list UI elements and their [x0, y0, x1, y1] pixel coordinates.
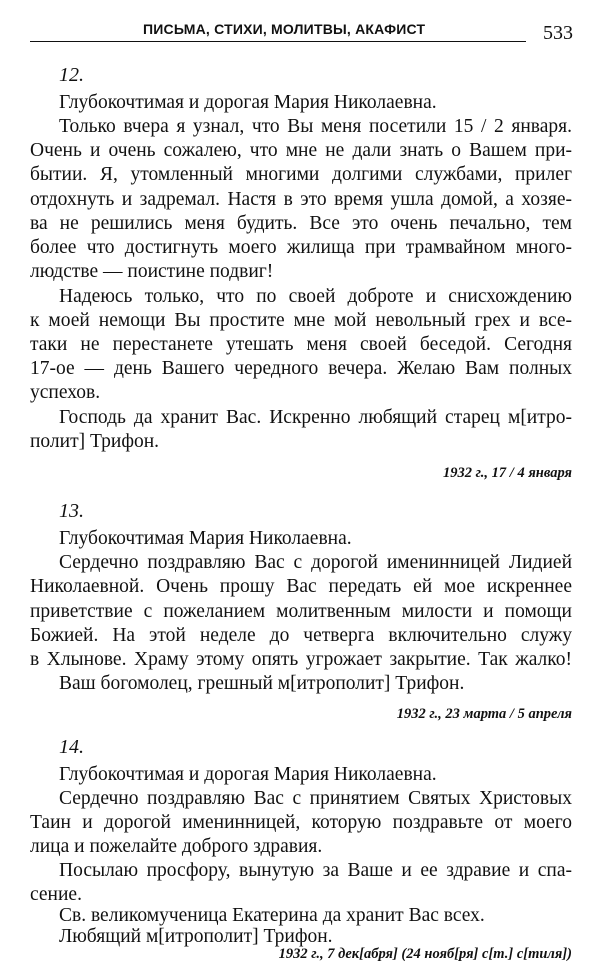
signature-line: Ваш богомолец, грешный м[итрополит] Трифон. [59, 673, 465, 694]
letter-number: 13. [59, 500, 84, 522]
signature-line: Господь да хранит Вас. Искренно любящий старец м[итро- [59, 407, 572, 428]
paragraph-line: Надеюсь только, что по своей доброте и снисхождению [59, 286, 572, 307]
paragraph-line: успехов. [30, 382, 101, 403]
signature-line: полит] Трифон. [30, 431, 160, 452]
running-head [30, 20, 575, 48]
paragraph-line: к моей немощи Вы простите мне мой невольный грех и все- [30, 310, 572, 331]
paragraph-line: Очень и очень сожалею, что мне не дали знать о Вашем при- [30, 140, 572, 161]
paragraph-line: Сердечно поздравляю Вас с дорогой именинницей Лидией [59, 552, 572, 573]
paragraph-line: 17-ое — день Вашего чередного вечера. Желаю Вам полных [30, 358, 572, 379]
paragraph-line: Сердечно поздравляю Вас с принятием Святых Христовых [59, 788, 572, 809]
letter-number: 12. [59, 64, 84, 86]
letter-date: 1932 г., 7 дек[абря] (24 нояб[ря] с[т.] с[тиля]) [278, 946, 572, 962]
header-rule [30, 41, 526, 42]
paragraph-line: Св. великомученица Екатерина да хранит Вас всех. [59, 905, 485, 926]
paragraph-line: сение. [30, 884, 82, 905]
paragraph-line: более что достигнуть моего жилища при трамвайном много- [30, 237, 572, 258]
paragraph-line: Божией. На этой неделе до четверга включительно служу [30, 625, 572, 646]
paragraph-line: отдохнуть и задремал. Настя в это время ушла домой, а хозяе- [30, 189, 572, 210]
page-number: 533 [543, 22, 573, 44]
paragraph-line: людстве — поистине подвиг! [30, 261, 274, 282]
paragraph-line: лица и пожелайте доброго здравия. [30, 836, 323, 857]
running-title: ПИСЬМА, СТИХИ, МОЛИТВЫ, АКАФИСТ [143, 21, 426, 37]
salutation: Глубокочтимая Мария Николаевна. [59, 528, 352, 549]
paragraph-line: Посылаю просфору, вынутую за Ваше и ее здравие и спа- [59, 860, 572, 881]
paragraph-line: бытии. Я, утомленный многими долгими службами, прилег [30, 164, 572, 185]
letter-date: 1932 г., 17 / 4 января [443, 465, 572, 481]
paragraph-line: приветствие с пожеланием молитвенным милости и помощи [30, 601, 572, 622]
letter-date: 1932 г., 23 марта / 5 апреля [396, 706, 572, 722]
signature-line: Любящий м[итрополит] Трифон. [59, 926, 333, 947]
letter-number: 14. [59, 736, 84, 758]
paragraph-line: в Хлынове. Храму этому опять угрожает закрытие. Так жалко! [30, 649, 572, 670]
salutation: Глубокочтимая и дорогая Мария Николаевна. [59, 764, 437, 785]
paragraph-line: Только вчера я узнал, что Вы меня посетили 15 / 2 января. [59, 116, 572, 137]
paragraph-line: таки не перестанете утешать меня своей беседой. Сегодня [30, 334, 572, 355]
paragraph-line: Таин и дорогой именинницей, которую поздравьте от моего [30, 812, 572, 833]
paragraph-line: Николаевной. Очень прошу Вас передать ей мое искреннее [30, 576, 572, 597]
salutation: Глубокочтимая и дорогая Мария Николаевна. [59, 92, 437, 113]
paragraph-line: ва не решились меня будить. Все это очень печально, тем [30, 213, 572, 234]
